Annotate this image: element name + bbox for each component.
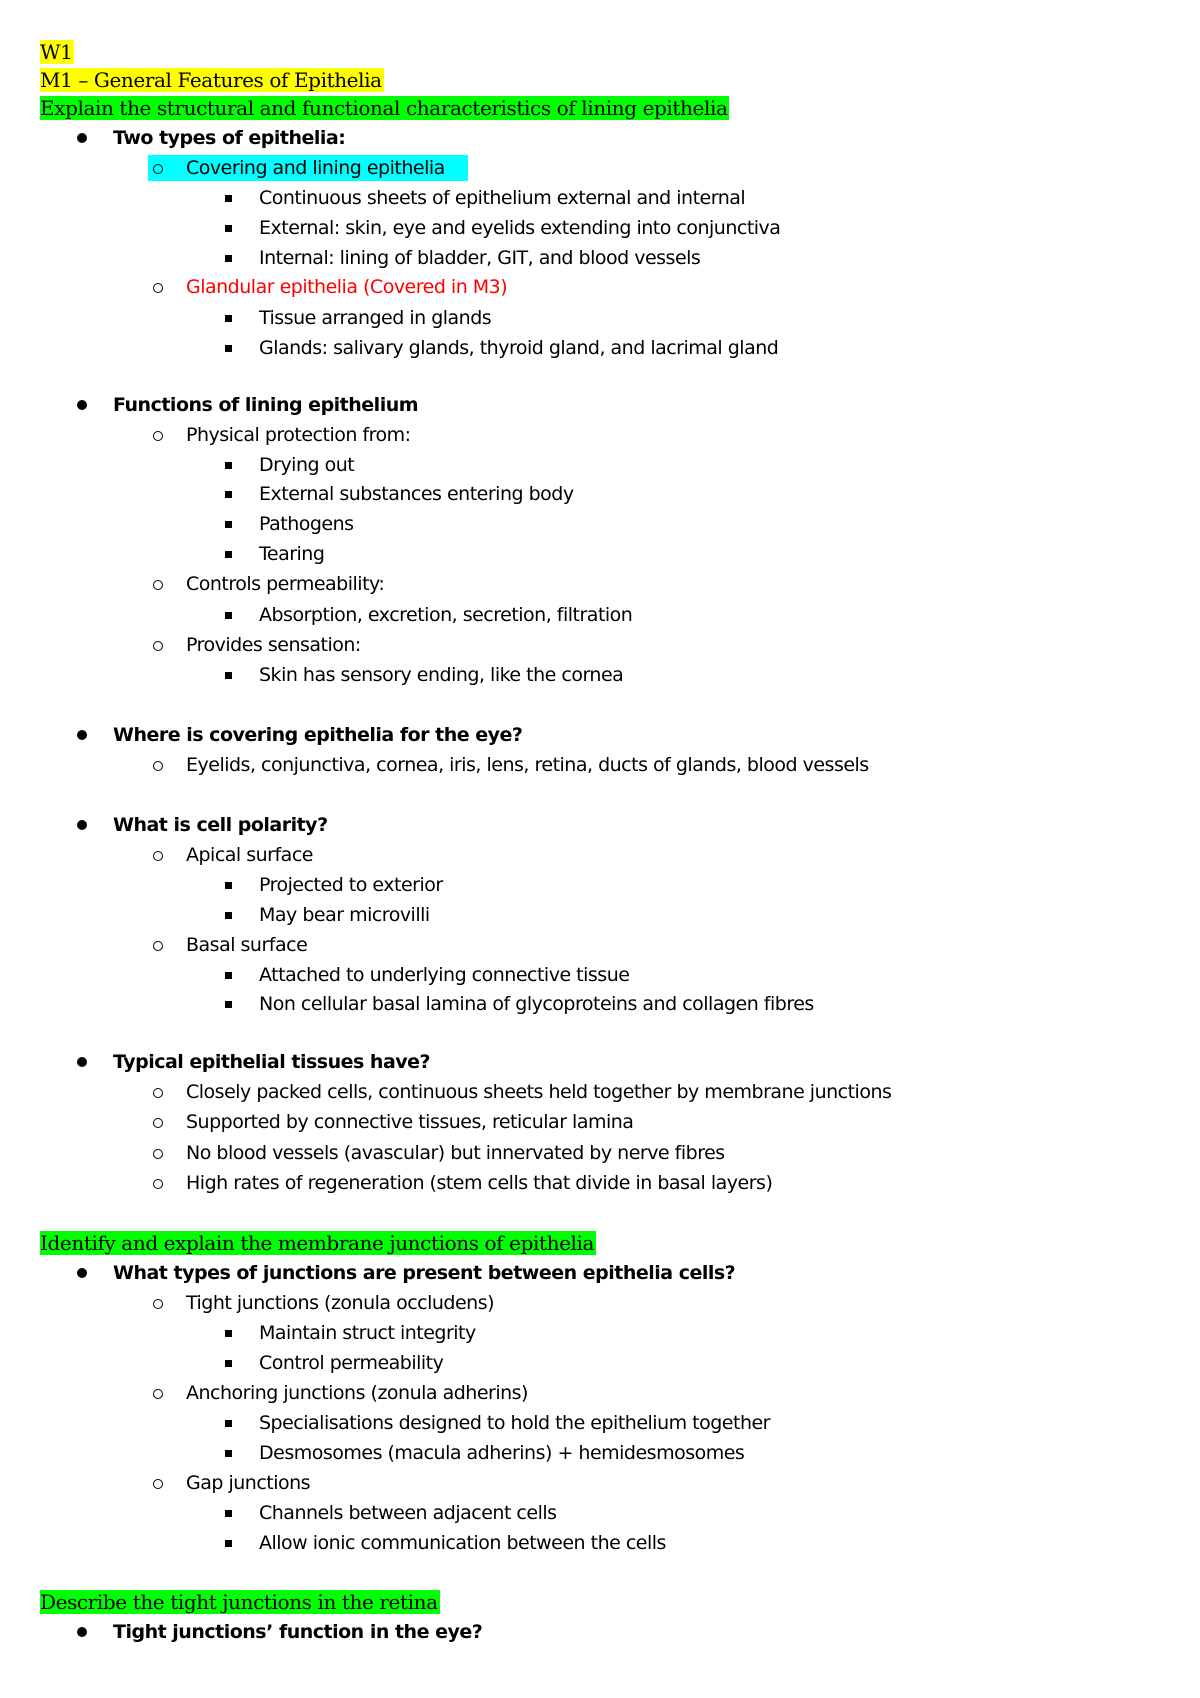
bullet-square-icon	[225, 462, 232, 469]
bullet-dot-icon	[77, 400, 87, 410]
bullet-square-icon	[225, 255, 232, 262]
bullet-square-icon	[225, 912, 232, 919]
section-heading: Explain the structural and functional characteristics of lining epithelia	[40, 96, 728, 120]
document-page: W1 M1 – General Features of Epithelia Explain the structural and functional characteristics of lining epithelia Two types of epithelia: Covering and lining epithelia Continuous sheets of epithelium external and internal External: skin, eye and eyelids extending into conjunctiva Internal: lining of bladder, GIT, and blood vessels Glandular epithelia (Covered in M3) Tissue arranged in glands Glands: salivary glands, thyroid gland, and lacrimal gland Functions of lining epithelium Physical protection from: Drying out External substances entering body Pathogens Tearing Controls permeability: Absorption, excretion, secretion, filtration Provides sensation: Skin has sensory ending, like the cornea Where is covering epithelia for the eye? Eyelids, conjunctiva, cornea, iris, lens, retina, ducts of glands, blood vessels What is cell polarity? Apical surface Projected to exterior May bear microvilli Basal surface Attached to underlying connective tissue Non cellular basal lamina of glycoproteins and collagen fibres Typical epithelial tissues have? Closely packed cells, continuous sheets held together by membrane junctions Supported by connective tissues, reticular lamina No blood vessels (avascular) but innervated by nerve fibres High rates of regeneration (stem cells that divide in basal layers) Identify and explain the membrane junctions of epithelia What types of junctions are present between epithelia cells? Tight junctions (zonula occludens) Maintain struct integrity Control permeability Anchoring junctions (zonula adherins) Specialisations designed to hold the epithelium together Desmosomes (macula adherins) + hemidesmosomes Gap junctions Channels between adjacent cells Allow ionic communication between the cells Describe the tight junctions in the retina Tight junctions’ function in the eye?	[40, 40, 892, 1643]
bullet-circle-icon	[153, 1479, 163, 1489]
bullet-circle-icon	[153, 941, 163, 951]
bullet-dot-icon	[77, 1627, 87, 1637]
bullet-circle-icon	[153, 851, 163, 861]
bullet-circle-icon	[153, 1149, 163, 1159]
bullet-dot-icon	[77, 133, 87, 143]
bullet-circle-icon	[153, 283, 163, 293]
bullet-circle-icon	[153, 1299, 163, 1309]
bullet-dot-icon	[77, 1057, 87, 1067]
bullet-square-icon	[225, 972, 232, 979]
bullet-square-icon	[225, 612, 232, 619]
bullet-square-icon	[225, 521, 232, 528]
week-label: W1	[40, 40, 73, 64]
bullet-square-icon	[225, 1360, 232, 1367]
bullet-square-icon	[225, 1330, 232, 1337]
bullet-circle-icon	[153, 1088, 163, 1098]
section-heading: Describe the tight junctions in the retina	[40, 1590, 438, 1614]
bullet-circle-icon	[153, 1389, 163, 1399]
bullet-square-icon	[225, 1001, 232, 1008]
bullet-circle-icon	[153, 761, 163, 771]
bullet-square-icon	[225, 225, 232, 232]
bullet-square-icon	[225, 1540, 232, 1547]
bullet-dot-icon	[77, 730, 87, 740]
bullet-dot-icon	[77, 1268, 87, 1278]
bullet-square-icon	[225, 1510, 232, 1517]
bullet-square-icon	[225, 1420, 232, 1427]
bullet-square-icon	[225, 345, 232, 352]
bullet-square-icon	[225, 195, 232, 202]
bullet-circle-icon	[153, 431, 163, 441]
bullet-circle-icon	[153, 1118, 163, 1128]
bullet-circle-icon	[153, 164, 163, 174]
bullet-square-icon	[225, 551, 232, 558]
section-heading: Identify and explain the membrane junctions of epithelia	[40, 1231, 595, 1255]
bullet-square-icon	[225, 491, 232, 498]
module-title: M1 – General Features of Epithelia	[40, 68, 382, 92]
bullet-square-icon	[225, 1450, 232, 1457]
bullet-square-icon	[225, 882, 232, 889]
bullet-dot-icon	[77, 820, 87, 830]
bullet-circle-icon	[153, 641, 163, 651]
bullet-square-icon	[225, 315, 232, 322]
bullet-square-icon	[225, 672, 232, 679]
bullet-circle-icon	[153, 580, 163, 590]
bullet-circle-icon	[153, 1179, 163, 1189]
